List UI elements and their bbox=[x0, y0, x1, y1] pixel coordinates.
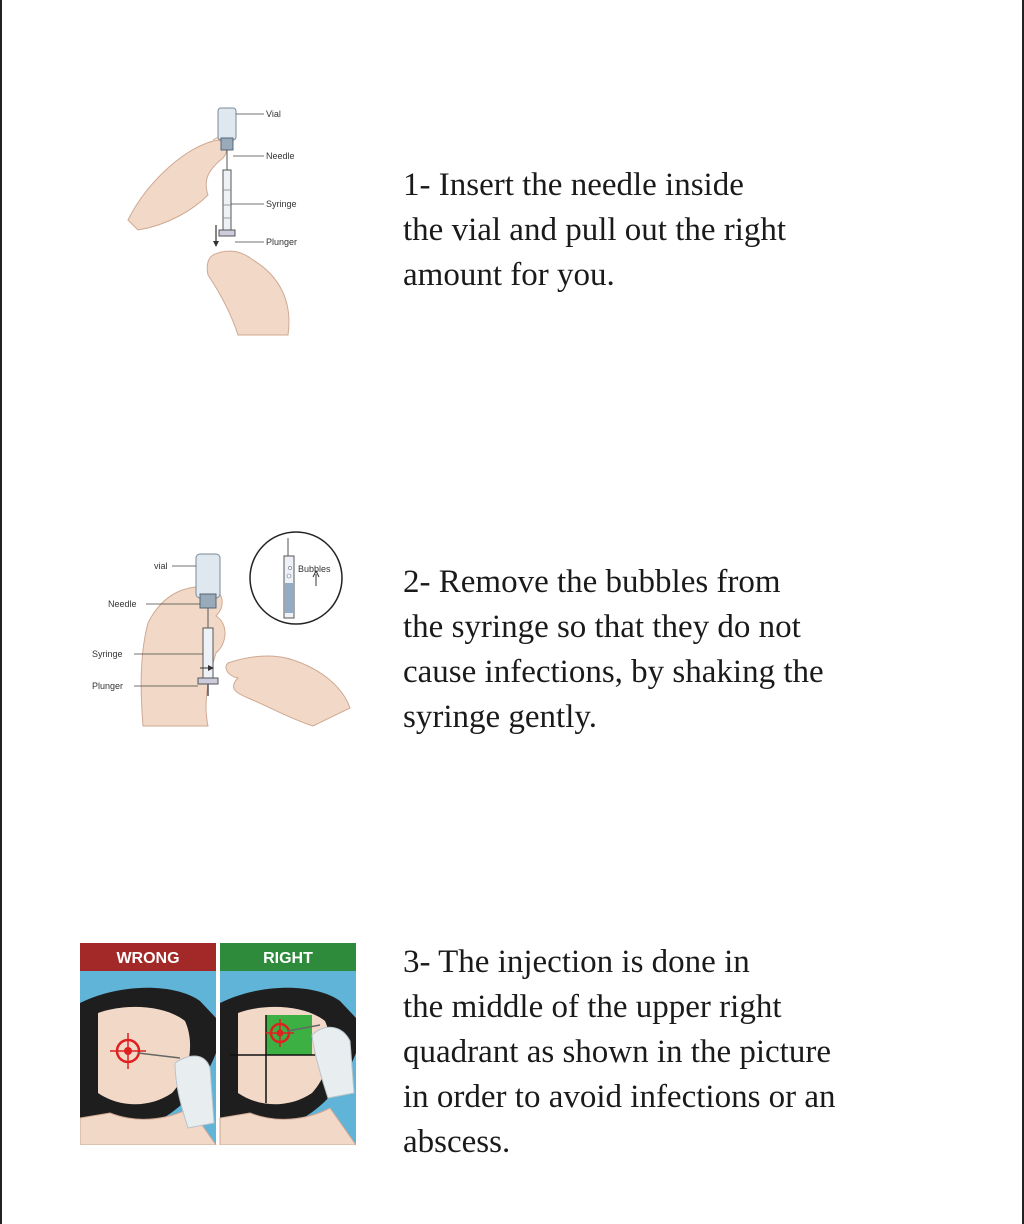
bubble-removal-illustration bbox=[88, 528, 358, 728]
page-border-left bbox=[0, 0, 2, 1224]
right-panel bbox=[220, 943, 356, 1145]
injection-site-illustration bbox=[80, 943, 356, 1145]
label-plunger: Plunger bbox=[266, 237, 298, 247]
label-syringe: Syringe bbox=[266, 199, 297, 209]
vial-syringe-illustration bbox=[118, 100, 318, 340]
step-3-instruction: 3- The injection is done in the middle of the upper right quadrant as shown in the picture in order to avoid infections or an abscess. bbox=[403, 944, 836, 1160]
label-vial: Vial bbox=[266, 109, 281, 119]
right-label: RIGHT bbox=[263, 950, 313, 967]
step-1-instruction: 1- Insert the needle inside the vial and pull out the right amount for you. bbox=[403, 167, 787, 293]
label-needle: Needle bbox=[266, 151, 295, 161]
label-needle: Needle bbox=[108, 599, 137, 609]
step-2-instruction: 2- Remove the bubbles from the syringe so that they do not cause infections, by shaking the syringe gently. bbox=[403, 564, 824, 735]
wrong-panel bbox=[80, 943, 216, 1145]
wrong-label: WRONG bbox=[116, 950, 180, 967]
label-bubbles: Bubbles bbox=[298, 564, 331, 574]
label-vial: vial bbox=[154, 561, 168, 571]
label-syringe: Syringe bbox=[92, 649, 123, 659]
label-plunger: Plunger bbox=[92, 681, 124, 691]
